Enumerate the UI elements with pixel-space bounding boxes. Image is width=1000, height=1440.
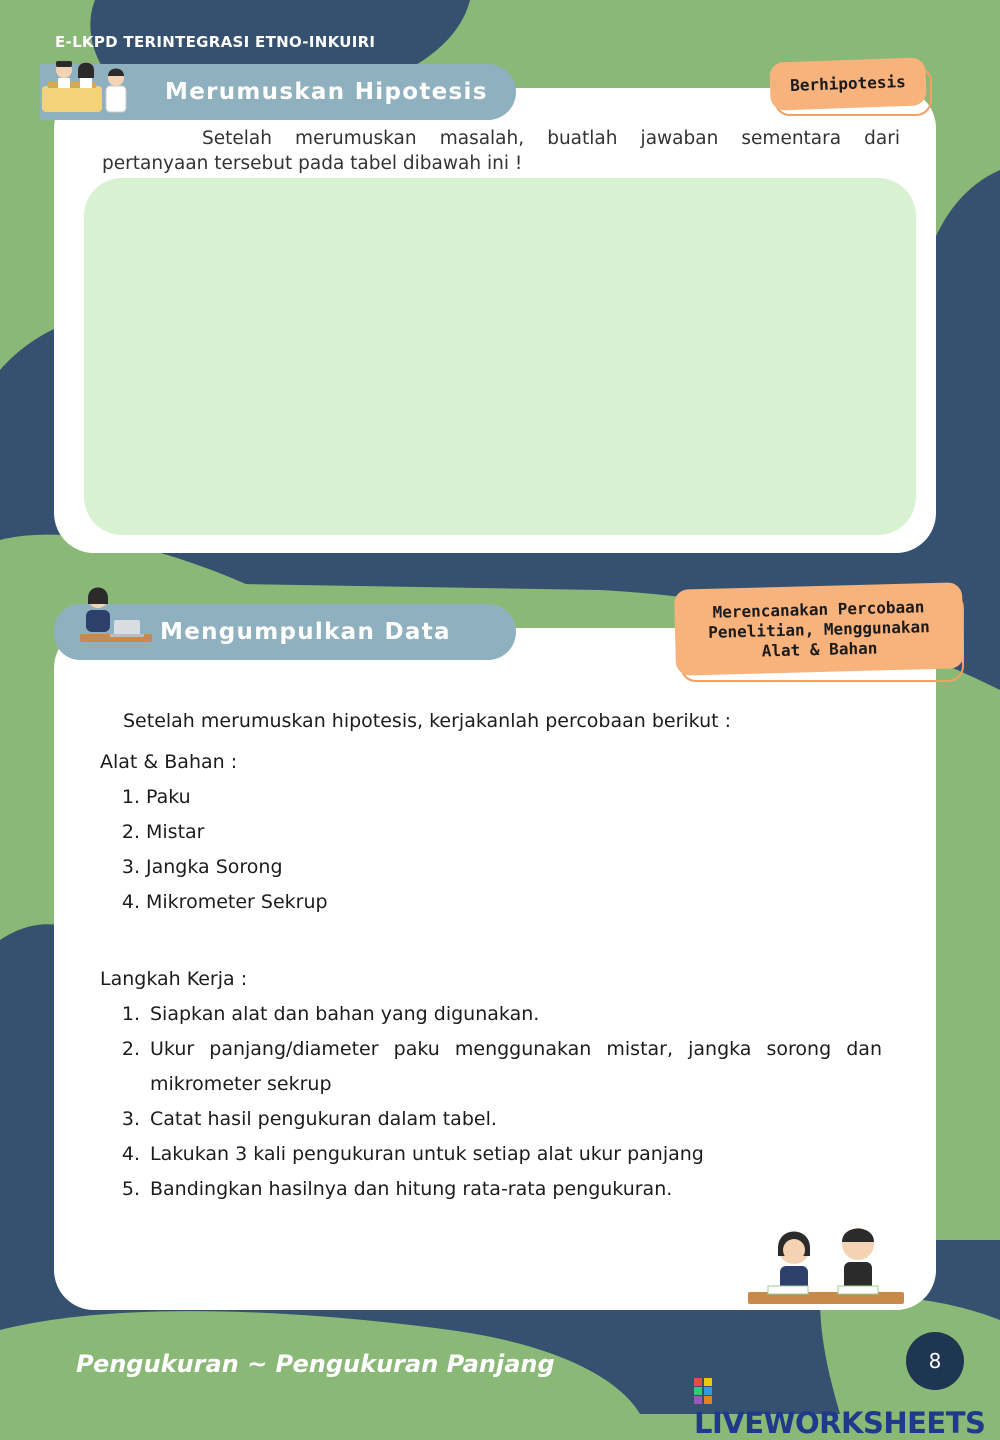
- steps-list: [100, 997, 882, 1207]
- students-studying-illustration: [748, 1218, 904, 1312]
- materials-heading: Alat & Bahan :: [100, 751, 238, 773]
- liveworksheets-text: LIVEWORKSHEETS: [694, 1406, 986, 1440]
- badge-line: Penelitian, Menggunakan: [708, 617, 931, 642]
- data-collection-badge: [674, 582, 964, 676]
- liveworksheets-logo-icon: [694, 1378, 712, 1404]
- liveworksheets-watermark: [694, 1372, 1000, 1440]
- list-item: 2. Ukur panjang/diameter paku menggunakan mistar, jangka sorong dan mikrometer sekrup: [121, 1038, 882, 1095]
- header-title: E-LKPD TERINTEGRASI ETNO-INKUIRI: [55, 33, 376, 51]
- list-item: 1. Paku: [121, 786, 191, 808]
- steps-heading: Langkah Kerja :: [100, 968, 248, 990]
- page-number: 8: [906, 1332, 964, 1390]
- hypothesis-instructions: Setelah merumuskan masalah, buatlah jawaban sementara dari pertanyaan tersebut pada tabel dibawah ini !: [102, 128, 900, 174]
- student-laptop-illustration: [74, 584, 156, 650]
- list-item: 4. Lakukan 3 kali pengukuran untuk setiap alat ukur panjang: [121, 1143, 704, 1165]
- list-item: 2. Mistar: [121, 821, 205, 843]
- hypothesis-tab: Merumuskan Hipotesis: [40, 64, 516, 120]
- materials-list: [100, 780, 882, 920]
- list-item: 4. Mikrometer Sekrup: [121, 891, 328, 913]
- badge-line: Merencanakan Percobaan: [712, 597, 925, 622]
- list-item: 1. Siapkan alat dan bahan yang digunakan.: [121, 1003, 540, 1025]
- list-item: 3. Jangka Sorong: [121, 856, 283, 878]
- teachers-illustration: [40, 58, 132, 116]
- footer-title: Pengukuran ~ Pengukuran Panjang: [76, 1350, 555, 1378]
- data-collection-tab: Mengumpulkan Data: [54, 604, 516, 660]
- list-item: 5. Bandingkan hasilnya dan hitung rata-rata pengukuran.: [121, 1178, 673, 1200]
- data-collection-content: [100, 704, 882, 1207]
- badge-line: Alat & Bahan: [761, 638, 878, 661]
- hypothesis-badge: Berhipotesis: [769, 57, 927, 110]
- list-item: 3. Catat hasil pengukuran dalam tabel.: [121, 1108, 497, 1130]
- experiment-intro: Setelah merumuskan hipotesis, kerjakanlah percobaan berikut :: [123, 710, 732, 732]
- hypothesis-answer-box[interactable]: [84, 178, 916, 535]
